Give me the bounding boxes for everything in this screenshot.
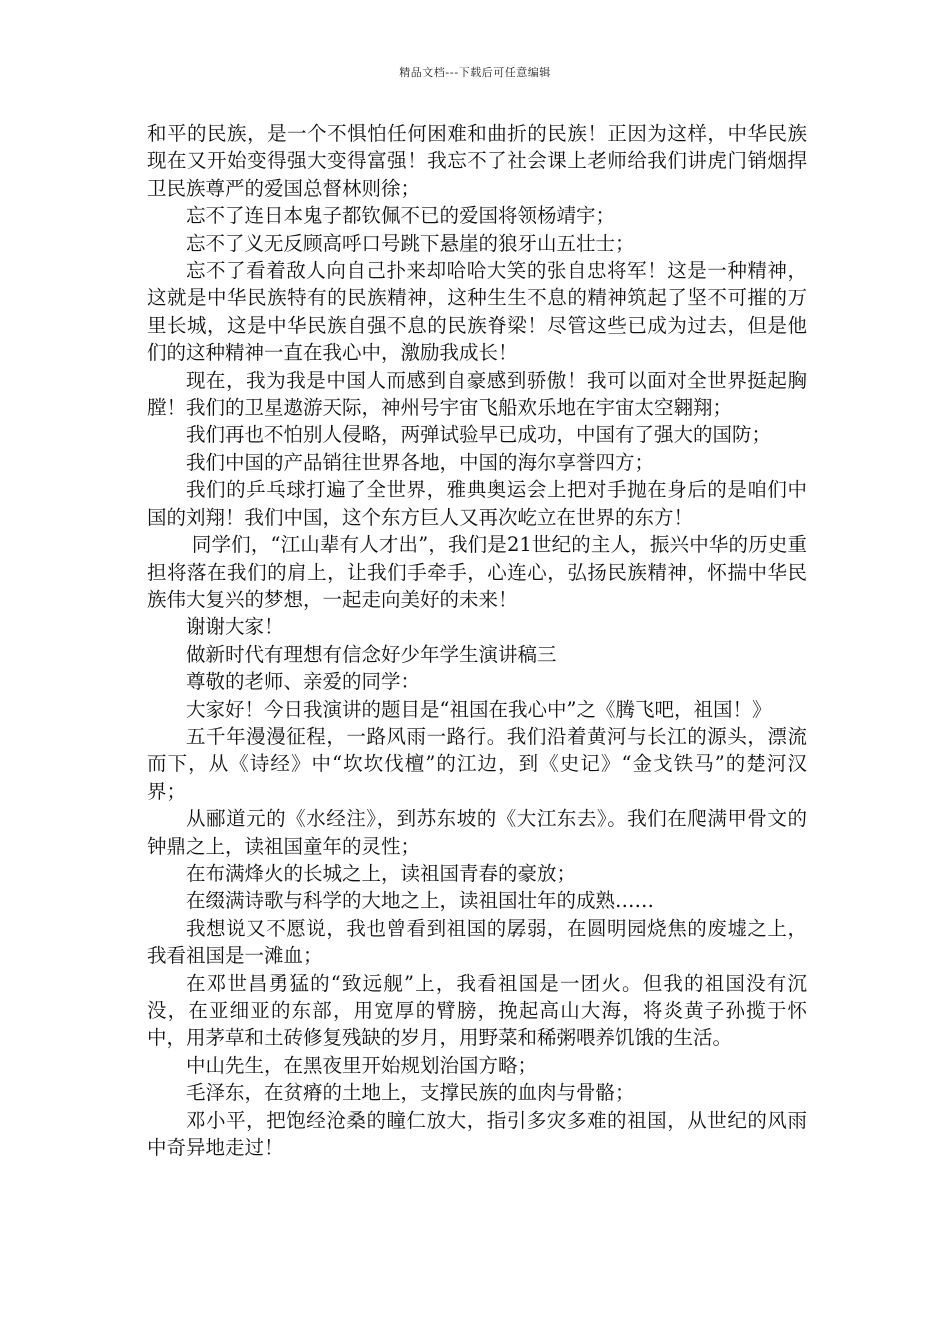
- paragraph: 大家好！今日我演讲的题目是“祖国在我心中”之《腾飞吧，祖国！》: [186, 697, 772, 721]
- page-header: 精品文档---下载后可任意编辑: [399, 66, 551, 79]
- paragraph: 我想说又不愿说，我也曾看到祖国的孱弱，在圆明园烧焦的废墟之上，我看祖国是一滩血；: [147, 916, 807, 968]
- paragraph: 毛泽东，在贫瘠的土地上，支撑民族的血肉与骨骼；: [186, 1081, 635, 1105]
- paragraph: 现在，我为我是中国人而感到自豪感到骄傲！我可以面对全世界挺起胸膛！我们的卫星遨游天际，神州号宇宙飞船欢乐地在宇宙太空翱翔；: [147, 368, 807, 420]
- paragraph: 五千年漫漫征程，一路风雨一路行。我们沿着黄河与长江的源头，漂流而下，从《诗经》中“坎坎伐檀”的江边，到《史记》“金戈铁马”的楚河汉界；: [147, 724, 807, 803]
- paragraph: 和平的民族，是一个不惧怕任何困难和曲折的民族！正因为这样，中华民族现在又开始变得强大变得富强！我忘不了社会课上老师给我们讲虎门销烟捍卫民族尊严的爱国总督林则徐；: [147, 122, 807, 200]
- paragraph: 在缀满诗歌与科学的大地之上，读祖国壮年的成熟……: [186, 889, 655, 913]
- paragraph: 谢谢大家！: [186, 615, 284, 639]
- salutation: 尊敬的老师、亲爱的同学：: [186, 670, 421, 694]
- paragraph: 我们的乒乓球打遍了全世界，雅典奥运会上把对手抛在身后的是咱们中国的刘翔！我们中国，这个东方巨人又再次屹立在世界的东方！: [147, 478, 807, 529]
- paragraph: 我们再也不怕别人侵略，两弹试验早已成功，中国有了强大的国防；: [186, 423, 772, 447]
- paragraph: 从郦道元的《水经注》，到苏东坡的《大江东去》。我们在爬满甲骨文的钟鼎之上，读祖国童年的灵性；: [147, 807, 807, 858]
- paragraph: 忘不了连日本鬼子都钦佩不已的爱国将领杨靖宇；: [186, 204, 616, 228]
- paragraph: 同学们，“江山辈有人才出”，我们是21世纪的主人，振兴中华的历史重担将落在我们的肩上，让我们手牵手，心连心，弘扬民族精神，怀揣中华民族伟大复兴的梦想，一起走向美好的未来！: [147, 533, 807, 611]
- paragraph: 我们中国的产品销往世界各地，中国的海尔享誉四方；: [186, 450, 655, 474]
- paragraph: 忘不了义无反顾高呼口号跳下悬崖的狼牙山五壮士；: [186, 231, 635, 255]
- paragraph: 忘不了看着敌人向自己扑来却哈哈大笑的张自忠将军！这是一种精神，这就是中华民族特有的民族精神，这种生生不息的精神筑起了坚不可摧的万里长城，这是中华民族自强不息的民族脊梁！尽管这些已成为过去，但是他们的这种精神一直在我心中，激励我成长！: [147, 259, 807, 365]
- section-title: 做新时代有理想有信念好少年学生演讲稿三: [186, 642, 557, 666]
- paragraph: 在布满烽火的长城之上，读祖国青春的豪放；: [186, 861, 577, 885]
- paragraph: 中山先生，在黑夜里开始规划治国方略；: [186, 1053, 538, 1077]
- paragraph: 邓小平，把饱经沧桑的瞳仁放大，指引多灾多难的祖国，从世纪的风雨中奇异地走过！: [147, 1108, 807, 1160]
- paragraph: 在邓世昌勇猛的“致远舰”上，我看祖国是一团火。但我的祖国没有沉没，在亚细亚的东部，用宽厚的臂膀，挽起高山大海，将炎黄子孙揽于怀中，用茅草和土砖修复残缺的岁月，用野菜和稀粥喂养饥饿的生活。: [147, 971, 807, 1050]
- document-body: [147, 120, 807, 1161]
